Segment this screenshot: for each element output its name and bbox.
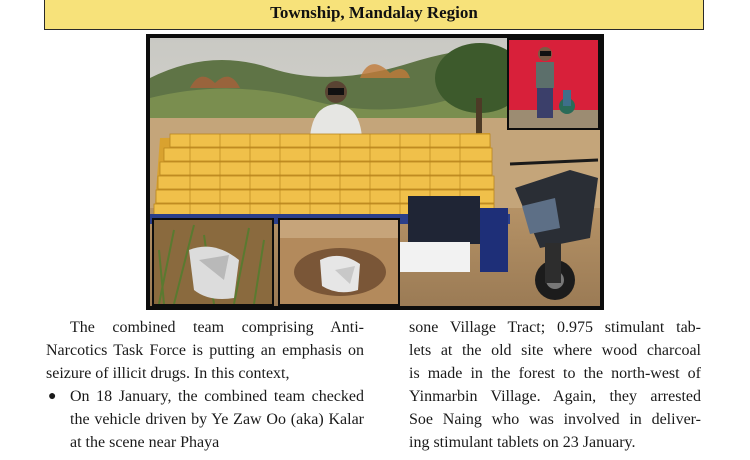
arrestee-image — [509, 40, 598, 128]
article-bullet-item — [46, 385, 364, 454]
banner-title: Township, Mandalay Region — [270, 3, 478, 22]
article-paragraph: The combined team comprising Anti-Narcotics Task Force is putting an emphasis on seizure of illicit drugs. In this context, — [46, 319, 364, 382]
grass-evidence-image — [154, 220, 272, 304]
bullet-text: On 18 January, the combined team checked the vehicle driven by Ye Zaw Oo (aka) Kalar at the scene near Phaya — [70, 388, 364, 451]
article-right-column — [409, 316, 701, 454]
article-line: sone Village Tract; 0.975 stimulant tab- — [409, 319, 701, 336]
pit-evidence-image — [280, 220, 398, 304]
inset-photo-arrestee — [507, 38, 600, 130]
article-left-column — [46, 316, 364, 454]
article-line: is made in the forest to the north-west of — [409, 365, 701, 382]
bullet-icon: ● — [48, 389, 57, 404]
news-photo-collage — [146, 34, 604, 310]
article-line: ing stimulant tablets on 23 January. — [409, 434, 636, 451]
article-line: Soe Naing who was involved in deliver- — [409, 411, 701, 428]
article-line: lets at the old site where wood charcoal — [409, 342, 701, 359]
main-photo — [150, 38, 600, 306]
section-banner — [44, 0, 704, 30]
inset-photo-grass — [152, 218, 274, 306]
inset-photo-pit — [278, 218, 400, 306]
article-line: Yinmarbin Village. Again, they arrested — [409, 388, 701, 405]
